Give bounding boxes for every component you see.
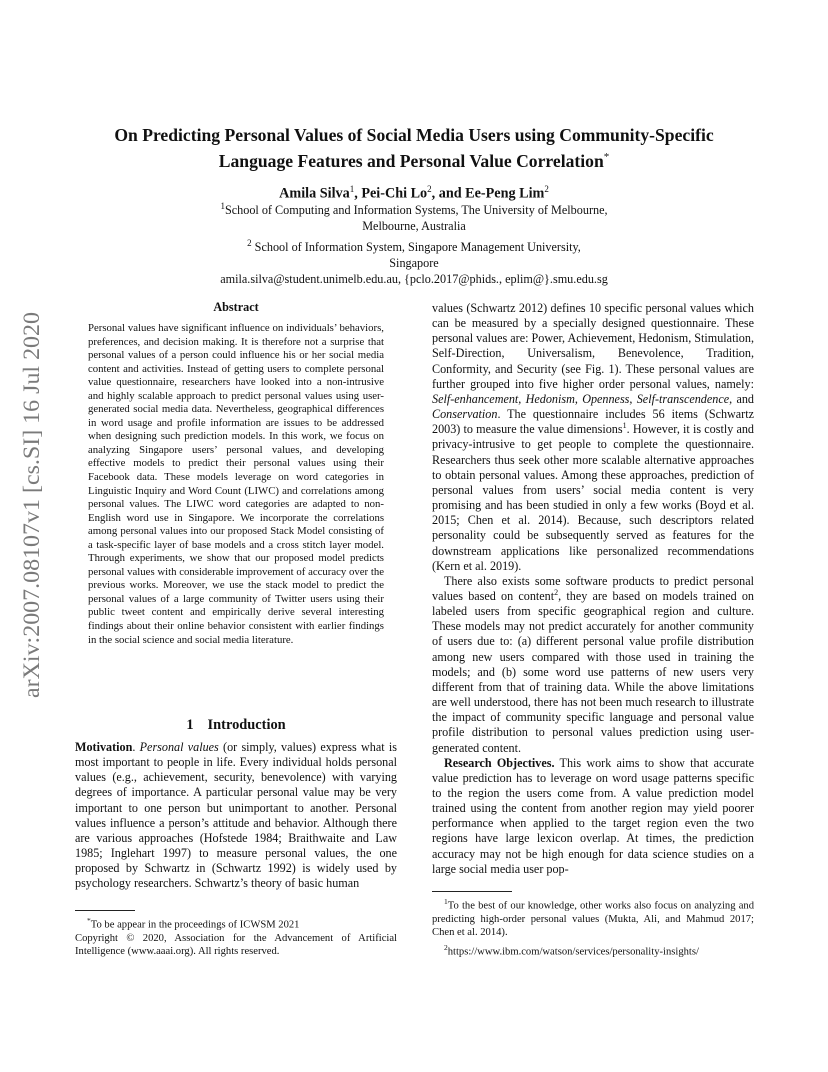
footnote-2-marker: 2 <box>444 943 448 953</box>
section-title-text: Introduction <box>207 717 286 733</box>
title-line-1: On Predicting Personal Values of Social Media Users using Community-Specific <box>114 125 714 145</box>
author-3-affil: 2 <box>544 184 549 194</box>
footnote-1-marker: 1 <box>444 897 448 906</box>
affiliation-1-text: School of Computing and Information Systems, The University of Melbourne, <box>224 203 608 218</box>
right-paragraph-2 <box>432 574 754 756</box>
higher-value-separator-1: , <box>518 391 526 406</box>
author-emails: amila.silva@student.unimelb.edu.au, {pclo.2017@phids., eplim@}.smu.edu.sg <box>220 272 608 287</box>
limitations-text: , they are based on models trained on labeled users from specific geographical region and culture. These models may not predict accurately for another community of users due to: (a) different personal value profile distribution among new users compared with those used in training the models; and (b) some word use patterns of new users very different from that of training data. While the above limitations are well understood, there has not been much research to illustrate the impact of community specific language and personal value profile distribution to personal values prediction using user-generated content. <box>432 588 754 755</box>
affiliation-line-3 <box>120 235 708 255</box>
author-2-affil: 2 <box>427 184 432 194</box>
higher-value-separator-2: , <box>574 391 583 406</box>
title-footnote-mark: * <box>603 151 610 163</box>
footnote-rule-right <box>432 891 512 892</box>
arxiv-stamp-text: arXiv:2007.08107v1 [cs.SI] 16 Jul 2020 <box>19 327 44 698</box>
footnotes-left <box>75 914 397 958</box>
author-3: , and Ee-Peng Lim <box>431 185 545 202</box>
right-paragraph-3 <box>432 756 754 877</box>
author-1-affil: 1 <box>349 184 355 194</box>
section-heading <box>75 717 397 734</box>
research-objectives-lead: Research Objectives. <box>444 755 555 770</box>
title-footnote-text: To be appear in the proceedings of ICWSM 2021 <box>90 919 300 931</box>
footnote-ref-1: 1 <box>622 421 627 431</box>
footnote-2 <box>432 941 754 959</box>
research-objectives-text: This work aims to show that accurate value prediction has to leverage on word usage patterns specific to the region the users come from. A value prediction model trained using the content from another region may yield poorer performance when applied to the target region even the two regions have large lexicon overlap. At times, the prediction accuracy may not be high enough for data science studies on a large social media user pop- <box>432 755 755 876</box>
affiliation-1-mark: 1 <box>220 201 225 211</box>
affiliation-line-4: Singapore <box>389 256 439 271</box>
higher-value-separator-3: , <box>629 391 637 406</box>
higher-value-conservation: Conservation <box>432 407 498 422</box>
author-1: Amila Silva <box>279 185 350 202</box>
arxiv-stamp-graphic <box>6 310 50 700</box>
introduction-paragraph <box>75 740 397 892</box>
questionnaire-text: . The questionnaire includes 56 items (Schwartz 2003) to measure the value dimensions <box>432 407 754 437</box>
abstract-heading: Abstract <box>213 300 259 314</box>
higher-value-self-enhancement: Self-enhancement <box>432 391 519 406</box>
personal-values-term: Personal values <box>139 740 219 754</box>
title-line-2-text: Language Features and Personal Value Correlation <box>218 150 604 171</box>
abstract-body: Personal values have significant influence on individuals’ behaviors, preferences, and decision making. It is therefore not a surprise that personal values of a person could influence his or her social media content and activities. Instead of getting users to complete personal value questionnaire, researchers have looked into a non-intrusive and highly scalable approach to predict personal values using user-generated social media data. Nevertheless, geographical differences in word usage and profile information are issues to be addressed when designing such prediction models. In this work, we focus on analyzing Singapore users’ personal values, and developing effective models to predict their personal values using their Facebook data. These models leverage on word categories in Linguistic Inquiry and Word Count (LIWC) and correlations among personal values. The LIWC word categories are adapted to non-English word use in Singapore. We incorporate the correlations among personal values into our proposed Stack Model consisting of a task-specific layer of base models and a cross stitch layer model. Through experiments, we show that our proposed model predicts personal values with considerable improvement of accuracy over the previous works. Moreover, we use the stack model to predict the personal values of a large community of Twitter users using their public tweet content and empirically derive several interesting findings about their online behavior consistent with earlier findings in the social science and social media literature. <box>88 322 384 646</box>
footnote-1 <box>432 895 754 939</box>
copyright-notice: Copyright © 2020, Association for the Advancement of Artificial Intelligence (www.aaai.org). All rights reserved. <box>75 932 397 957</box>
footnote-ref-2: 2 <box>554 587 559 597</box>
title-footnote-marker: * <box>87 916 91 925</box>
motivation-punct: . <box>132 740 140 754</box>
prediction-text: . However, it is costly and privacy-intrusive to get people to complete the questionnaire. Researchers thus seek other more scalable alternative approaches to obtain personal values. Among these approaches, prediction of personal values from users’ social media content is very promising and has been studied in only a few works (Boyd et al. 2015; Chen et al. 2014). Because, such descriptors related personality could be subsequently served as features for the downstream applications like personalized recommendations (Kern et al. 2019). <box>432 422 754 573</box>
software-products-text: There also exists some software products to predict personal values based on content <box>432 573 754 603</box>
affiliation-line-1 <box>120 198 708 218</box>
arxiv-identifier-stamp <box>6 310 50 700</box>
higher-value-hedonism: Hedonism <box>525 391 575 406</box>
footnotes-right <box>432 895 754 959</box>
affiliation-line-2: Melbourne, Australia <box>362 219 466 234</box>
introduction-text: (or simply, values) express what is most important to people in life. Every individual holds personal values (e.g., achievement, security, benevolence) with varying degrees of importance. A particular personal value may be very important to one person but unimportant to another. Personal values influence a person’s attitude and behavior. Although there are various approaches (Hofstede 1984; Braithwaite and Law 1985; Inglehart 1997) to measure personal values, the one proposed by Schwartz in (Schwartz 1992) is widely used by psychology researchers. Schwartz’s theory of basic human <box>75 740 397 891</box>
right-column-body <box>432 301 754 877</box>
motivation-lead: Motivation <box>75 740 133 754</box>
section-number: 1 <box>186 717 194 733</box>
title-line-2 <box>60 146 768 172</box>
affiliation-2-mark: 2 <box>247 237 252 248</box>
author-2: , Pei-Chi Lo <box>354 185 428 202</box>
paper-title <box>60 124 768 172</box>
affiliations <box>120 198 708 288</box>
footnote-rule-left <box>75 910 135 911</box>
footnote-1-text: To the best of our knowledge, other works also focus on analyzing and predicting high-order personal values (Mukta, Ali, and Mahmud 2017; Chen et al. 2014). <box>432 900 754 938</box>
higher-value-openness: Openness <box>582 391 630 406</box>
values-description: values (Schwartz 2012) defines 10 specific personal values which can be measured by a specially designed questionnaire. These personal values are: Power, Achievement, Hedonism, Stimulation, Self-Direction, Universalism, Benevolence, Tradition, Conformity, and Security (see Fig. 1). These personal values are further grouped into five higher order personal values, namely: <box>432 301 754 391</box>
title-footnote <box>75 914 397 932</box>
footnote-2-link: https://www.ibm.com/watson/services/personality-insights/ <box>447 946 699 958</box>
affiliation-2-text: School of Information System, Singapore Management University, <box>251 239 581 254</box>
higher-value-self-transcendence: Self-transcendence <box>636 391 730 406</box>
higher-value-separator-4: , and <box>729 391 754 406</box>
right-paragraph-1 <box>432 301 754 574</box>
